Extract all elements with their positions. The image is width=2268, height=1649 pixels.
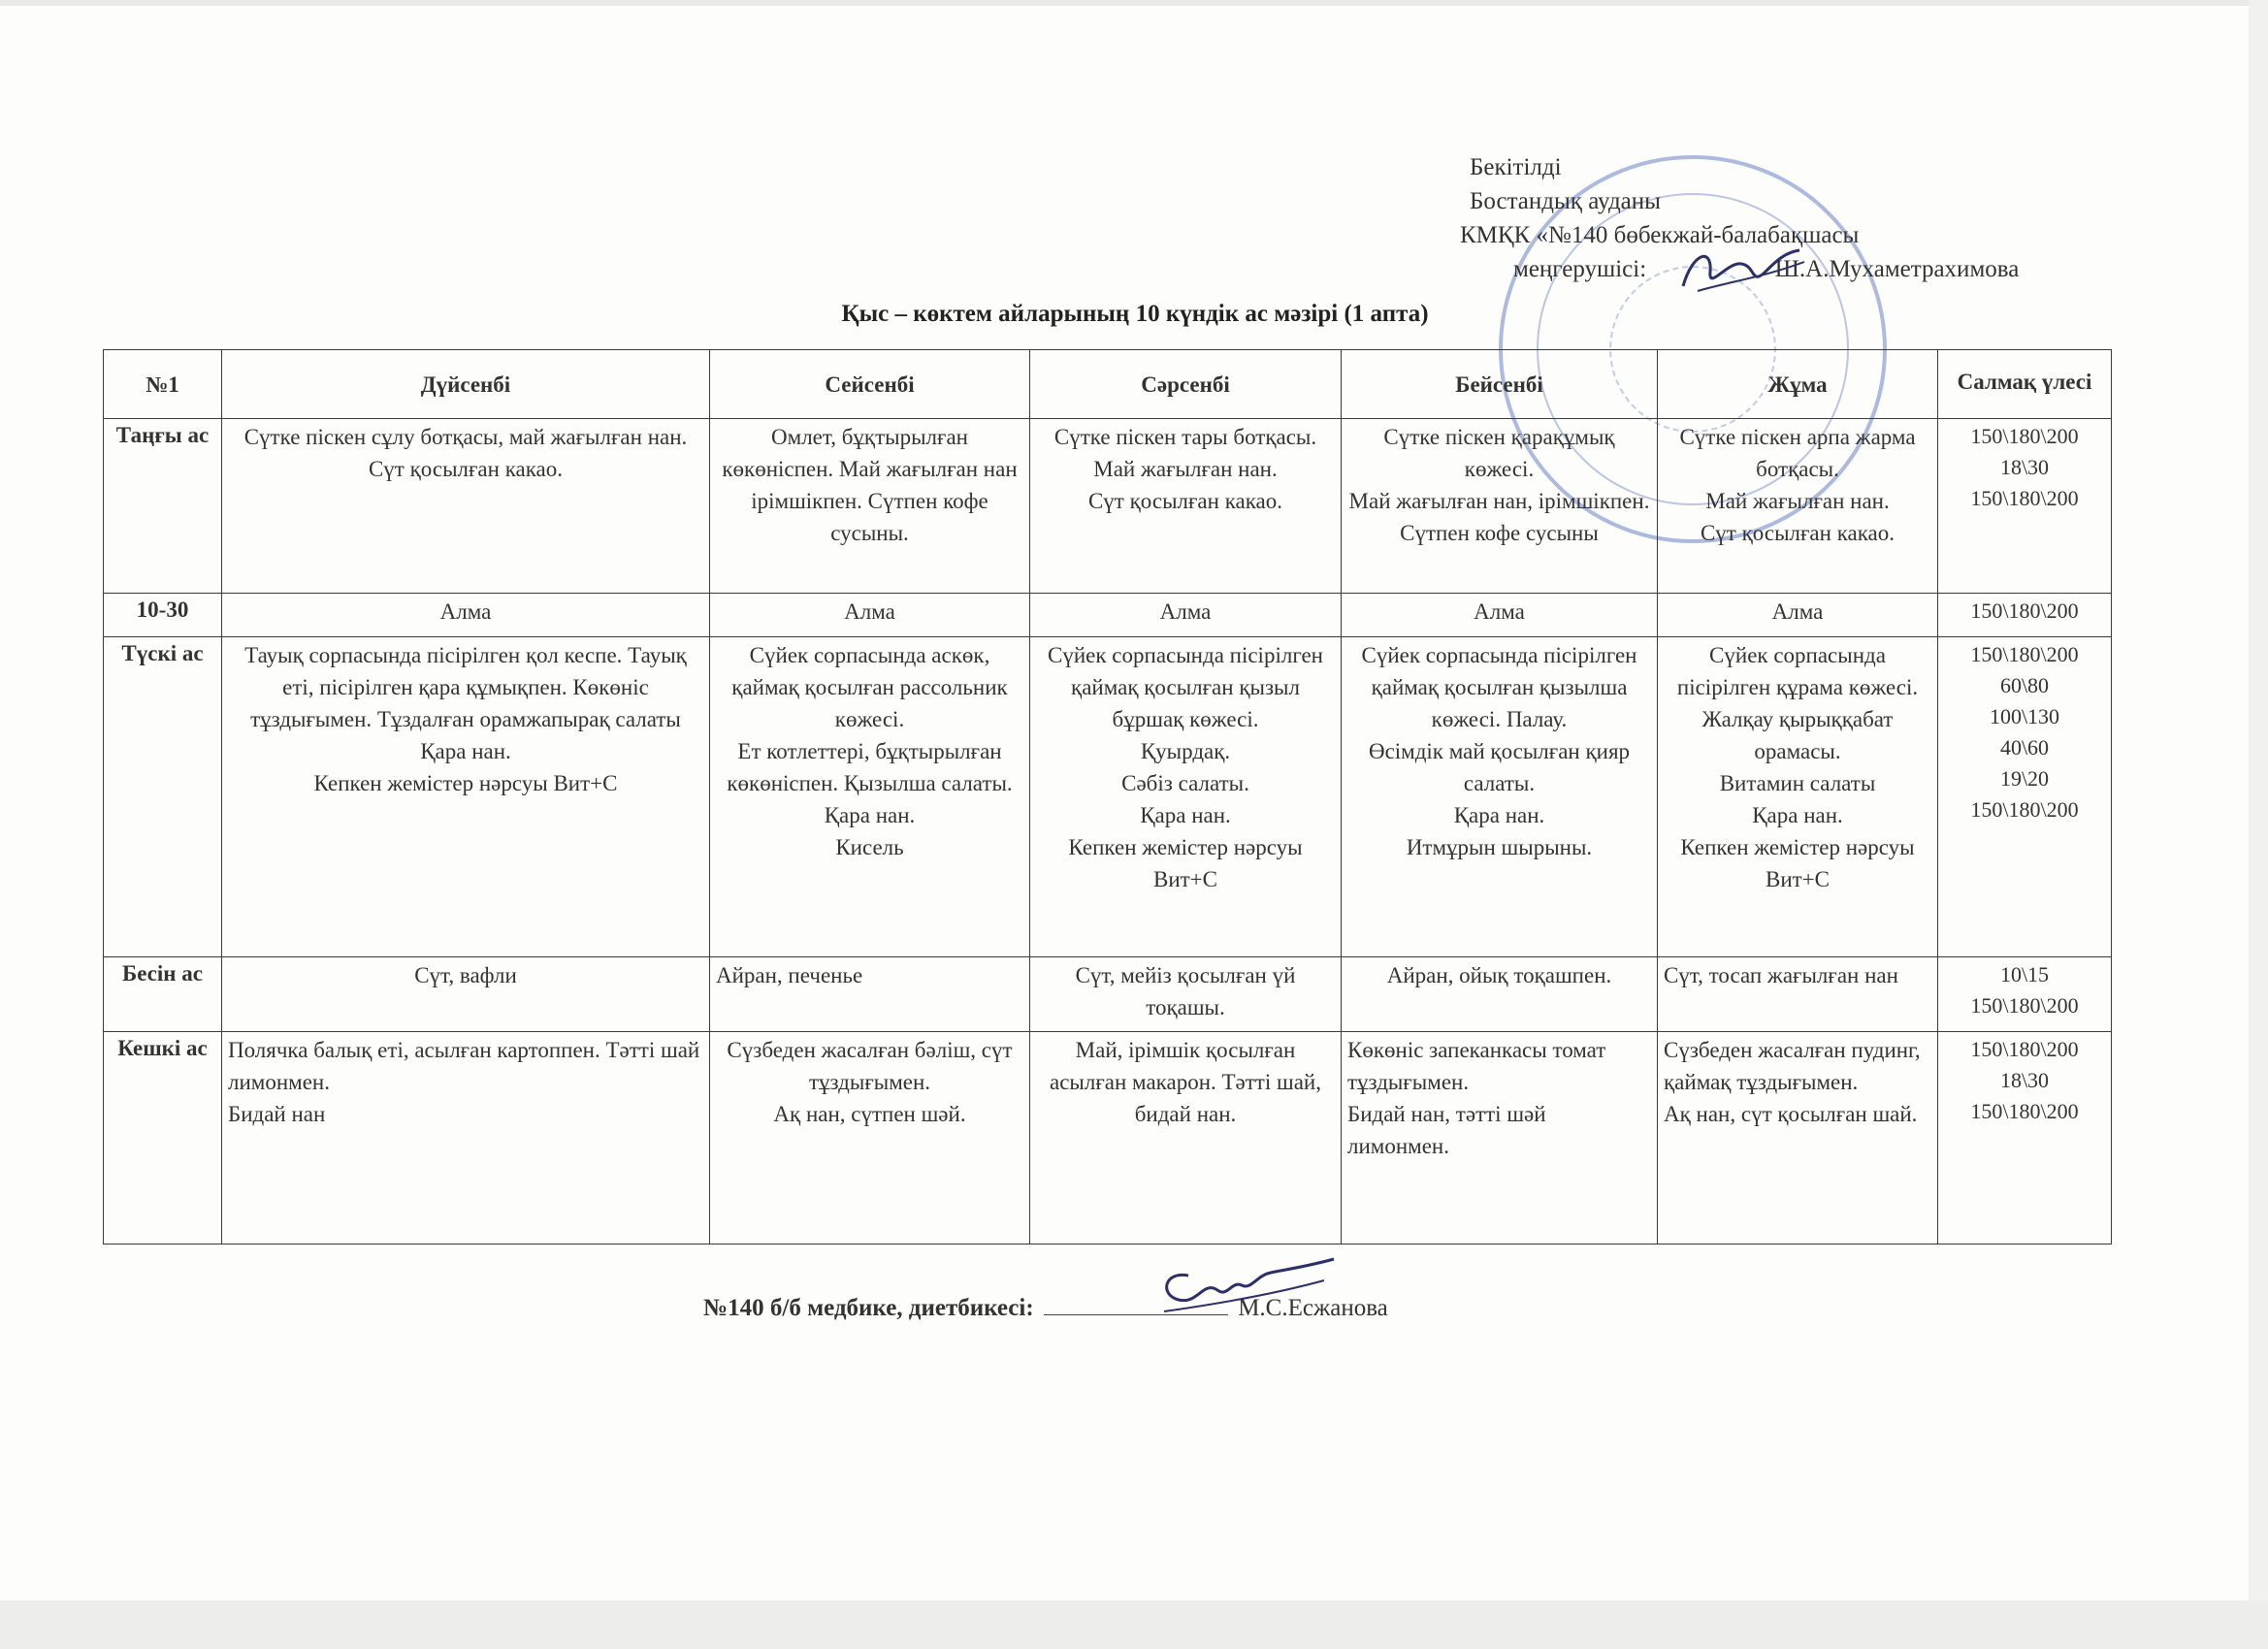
meal-label: Түскі ас (104, 637, 222, 957)
header-wednesday: Сәрсенбі (1030, 350, 1342, 419)
head-signature (1673, 233, 1809, 306)
menu-cell: Сүйек сорпасында пісірілген қаймақ қосылған қызыл бұршақ көжесі. Қуырдақ. Сәбіз салаты. Қара нан. Кепкен жемістер нәрсуы Вит+С (1030, 637, 1342, 957)
menu-cell: Сүт, мейіз қосылған үй тоқашы. (1030, 957, 1342, 1032)
menu-cell: Сүзбеден жасалған бәліш, сүт тұздығымен. Ақ нан, сүтпен шәй. (710, 1032, 1030, 1245)
weight-cell: 150\180\200 18\30 150\180\200 (1938, 419, 2112, 594)
header-friday: Жұма (1658, 350, 1938, 419)
menu-cell: Сүт, вафли (222, 957, 710, 1032)
meal-label: Бесін ас (104, 957, 222, 1032)
table-row-afternoon (104, 957, 2112, 1032)
nurse-signature (1145, 1251, 1339, 1329)
menu-cell: Полячка балық еті, асылған картоппен. Тәтті шай лимонмен. Бидай нан (222, 1032, 710, 1245)
menu-cell: Алма (1658, 594, 1938, 637)
document-title: Қыс – көктем айларының 10 күндік ас мәзірі (1 апта) (841, 301, 1429, 327)
meal-label: 10-30 (104, 594, 222, 637)
menu-cell: Омлет, бұқтырылған көкөніспен. Май жағылған нан ірімшікпен. Сүтпен кофе сусыны. (710, 419, 1030, 594)
menu-cell: Айран, печенье (710, 957, 1030, 1032)
header-monday: Дүйсенбі (222, 350, 710, 419)
menu-cell: Алма (222, 594, 710, 637)
menu-cell: Алма (1342, 594, 1658, 637)
menu-cell: Айран, ойық тоқашпен. (1342, 957, 1658, 1032)
footer-signature-line (703, 1295, 1576, 1322)
menu-cell: Тауық сорпасында пісірілген қол кеспе. Тауық еті, пісірілген қара құмықпен. Көкөніс тұздығымен. Тұздалған орамжапырақ салаты Қара нан. Кепкен жемістер нәрсуы Вит+С (222, 637, 710, 957)
header-row (104, 350, 2112, 419)
weight-cell: 150\180\200 18\30 150\180\200 (1938, 1032, 2112, 1245)
header-tuesday: Сейсенбі (710, 350, 1030, 419)
weight-cell: 150\180\200 60\80 100\130 40\60 19\20 150\180\200 (1938, 637, 2112, 957)
menu-cell: Алма (1030, 594, 1342, 637)
nurse-label: №140 б/б медбике, диетбикесі: (703, 1295, 1034, 1321)
menu-table (103, 349, 2112, 1245)
approval-line-2: Бостандық ауданы (1470, 188, 1661, 214)
menu-cell: Сүтке піскен сұлу ботқасы, май жағылған нан. Сүт қосылған какао. (222, 419, 710, 594)
menu-cell: Сүзбеден жасалған пудинг, қаймақ тұздығымен. Ақ нан, сүт қосылған шай. (1658, 1032, 1938, 1245)
head-name: Ш.А.Мухаметрахимова (1774, 256, 2020, 282)
header-thursday: Бейсенбі (1342, 350, 1658, 419)
menu-cell: Алма (710, 594, 1030, 637)
weight-cell: 10\15 150\180\200 (1938, 957, 2112, 1032)
menu-cell: Сүтке піскен тары ботқасы. Май жағылған нан. Сүт қосылған какао. (1030, 419, 1342, 594)
scan-edge-top (0, 0, 2268, 6)
menu-cell: Сүт, тосап жағылған нан (1658, 957, 1938, 1032)
menu-cell: Сүйек сорпасында аскөк, қаймақ қосылған рассольник көжесі. Ет котлеттері, бұқтырылған көкөніспен. Қызылша салаты. Қара нан. Кисель (710, 637, 1030, 957)
approval-line-1: Бекітілді (1470, 154, 1562, 180)
header-weight: Салмақ үлесі (1938, 350, 2112, 419)
weight-cell: 150\180\200 (1938, 594, 2112, 637)
menu-cell: Сүтке піскен арпа жарма ботқасы. Май жағылған нан. Сүт қосылған какао. (1658, 419, 1938, 594)
approval-line-3: КМҚК «№140 бөбекжай-балабақшасы (1460, 222, 1860, 248)
meal-label: Кешкі ас (104, 1032, 222, 1245)
header-number: №1 (104, 350, 222, 419)
nurse-name: М.С.Есжанова (1238, 1295, 1388, 1321)
table-row-lunch (104, 637, 2112, 957)
menu-cell: Сүтке піскен қарақұмық көжесі. Май жағылған нан, ірімшікпен. Сүтпен кофе сусыны (1342, 419, 1658, 594)
table-row-breakfast (104, 419, 2112, 594)
menu-cell: Сүйек сорпасында пісірілген құрама көжесі. Жалқау қырыққабат орамасы. Витамин салаты Қара нан. Кепкен жемістер нәрсуы Вит+С (1658, 637, 1938, 957)
table-row-snack (104, 594, 2112, 637)
meal-label: Таңғы ас (104, 419, 222, 594)
table-row-dinner (104, 1032, 2112, 1245)
scan-edge-bottom (0, 1600, 2268, 1649)
menu-cell: Сүйек сорпасында пісірілген қаймақ қосылған қызылша көжесі. Палау. Өсімдік май қосылған қияр салаты. Қара нан. Итмұрын шырыны. (1342, 637, 1658, 957)
menu-cell: Май, ірімшік қосылған асылған макарон. Тәтті шай, бидай нан. (1030, 1032, 1342, 1245)
menu-cell: Көкөніс запеканкасы томат тұздығымен. Бидай нан, тәтті шәй лимонмен. (1342, 1032, 1658, 1245)
scan-edge-right (2249, 0, 2268, 1649)
head-label: меңгерушісі: (1513, 256, 1647, 282)
